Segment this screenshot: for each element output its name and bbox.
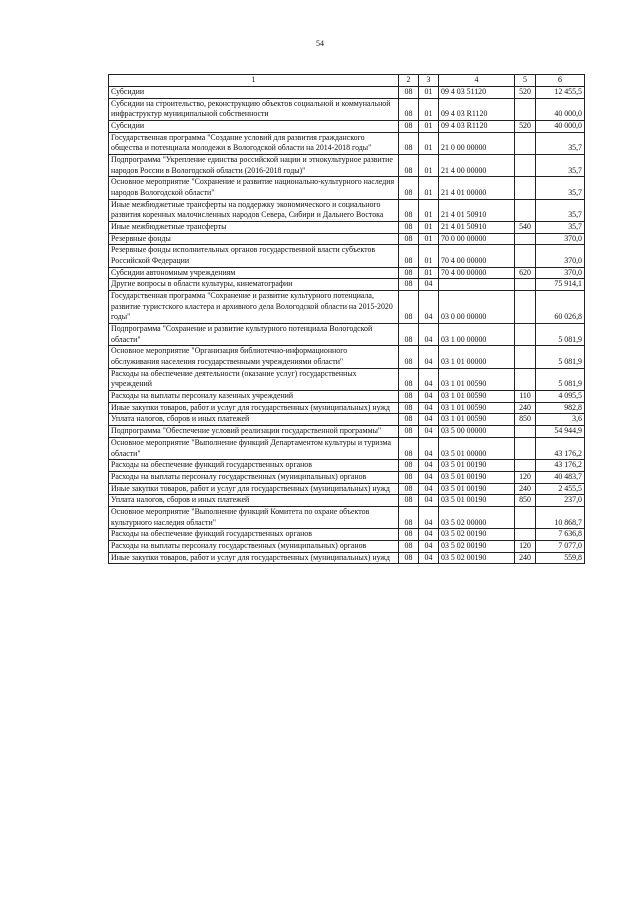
subsection-code: 01 — [419, 121, 439, 133]
subsection-code: 01 — [419, 233, 439, 245]
amount: 370,0 — [536, 267, 585, 279]
expense-type-code: 850 — [515, 495, 536, 507]
amount: 7 077,0 — [536, 540, 585, 552]
target-article-code: 09 4 03 R1120 — [439, 98, 515, 120]
expense-type-code — [515, 529, 536, 541]
section-code: 08 — [399, 368, 419, 390]
expense-type-code — [515, 368, 536, 390]
amount: 40 483,7 — [536, 471, 585, 483]
expense-type-code: 120 — [515, 540, 536, 552]
item-name: Государственная программа "Сохранение и развитие культурного потенциала, развитие туристского кластера и архивного дела Вологодской области на 2015-2020 годы" — [109, 291, 399, 324]
amount: 10 868,7 — [536, 506, 585, 528]
subsection-code: 04 — [419, 460, 439, 472]
item-name: Подпрограмма "Укрепление единства российской нации и этнокультурное развитие народов России в Вологодской области (2016-2018 годы)" — [109, 155, 399, 177]
item-name: Уплата налогов, сборов и иных платежей — [109, 495, 399, 507]
amount: 43 176,2 — [536, 460, 585, 472]
expense-type-code — [515, 460, 536, 472]
table-row — [109, 177, 585, 199]
subsection-code: 04 — [419, 414, 439, 426]
expense-type-code: 120 — [515, 471, 536, 483]
target-article-code: 03 5 02 00000 — [439, 506, 515, 528]
table-row — [109, 346, 585, 368]
table-row — [109, 426, 585, 438]
amount: 75 914,1 — [536, 279, 585, 291]
subsection-code: 04 — [419, 346, 439, 368]
item-name: Иные закупки товаров, работ и услуг для государственных (муниципальных) нужд — [109, 402, 399, 414]
amount: 35,7 — [536, 177, 585, 199]
subsection-code: 04 — [419, 552, 439, 564]
expense-type-code — [515, 177, 536, 199]
item-name: Субсидии — [109, 121, 399, 133]
target-article-code: 03 1 01 00590 — [439, 368, 515, 390]
target-article-code: 03 1 01 00590 — [439, 391, 515, 403]
table-body — [109, 87, 585, 564]
header-cell: 1 — [109, 75, 399, 87]
item-name: Основное мероприятие "Выполнение функций Департаментом культуры и туризма области" — [109, 437, 399, 459]
subsection-code: 01 — [419, 155, 439, 177]
section-code: 08 — [399, 483, 419, 495]
item-name: Подпрограмма "Сохранение и развитие культурного потенциала Вологодской области" — [109, 324, 399, 346]
amount: 35,7 — [536, 222, 585, 234]
expense-type-code — [515, 506, 536, 528]
subsection-code: 01 — [419, 199, 439, 221]
header-cell: 2 — [399, 75, 419, 87]
section-code: 08 — [399, 529, 419, 541]
amount: 3,6 — [536, 414, 585, 426]
section-code: 08 — [399, 495, 419, 507]
subsection-code: 01 — [419, 267, 439, 279]
item-name: Расходы на выплаты персоналу государственных (муниципальных) органов — [109, 540, 399, 552]
expense-type-code — [515, 346, 536, 368]
target-article-code: 03 1 00 00000 — [439, 324, 515, 346]
target-article-code: 21 4 01 50910 — [439, 199, 515, 221]
target-article-code: 21 0 00 00000 — [439, 132, 515, 154]
subsection-code: 04 — [419, 483, 439, 495]
expense-type-code: 240 — [515, 483, 536, 495]
item-name: Основное мероприятие "Сохранение и развитие национально-культурного наследия народов Вологодской области" — [109, 177, 399, 199]
section-code: 08 — [399, 552, 419, 564]
amount: 2 455,5 — [536, 483, 585, 495]
item-name: Подпрограмма "Обеспечение условий реализации государственной программы" — [109, 426, 399, 438]
amount: 5 081,9 — [536, 368, 585, 390]
amount: 982,8 — [536, 402, 585, 414]
target-article-code: 03 5 01 00190 — [439, 483, 515, 495]
target-article-code — [439, 279, 515, 291]
target-article-code: 21 4 00 00000 — [439, 155, 515, 177]
section-code: 08 — [399, 346, 419, 368]
subsection-code: 01 — [419, 98, 439, 120]
section-code: 08 — [399, 471, 419, 483]
table-row — [109, 222, 585, 234]
amount: 559,8 — [536, 552, 585, 564]
table-row — [109, 402, 585, 414]
target-article-code: 09 4 03 51120 — [439, 87, 515, 99]
section-code: 08 — [399, 279, 419, 291]
table-row — [109, 437, 585, 459]
table-row — [109, 199, 585, 221]
item-name: Расходы на обеспечение деятельности (оказание услуг) государственных учреждений — [109, 368, 399, 390]
table-row — [109, 155, 585, 177]
table-row — [109, 121, 585, 133]
target-article-code: 03 0 00 00000 — [439, 291, 515, 324]
table-row — [109, 552, 585, 564]
table-row — [109, 540, 585, 552]
amount: 40 000,0 — [536, 121, 585, 133]
section-code: 08 — [399, 540, 419, 552]
item-name: Основное мероприятие "Выполнение функций Комитета по охране объектов культурного наследия области" — [109, 506, 399, 528]
target-article-code: 03 5 02 00190 — [439, 529, 515, 541]
section-code: 08 — [399, 177, 419, 199]
table-row — [109, 368, 585, 390]
expense-type-code: 540 — [515, 222, 536, 234]
subsection-code: 04 — [419, 426, 439, 438]
target-article-code: 03 1 01 00590 — [439, 414, 515, 426]
subsection-code: 01 — [419, 177, 439, 199]
table-row — [109, 414, 585, 426]
target-article-code: 03 5 00 00000 — [439, 426, 515, 438]
amount: 54 944,9 — [536, 426, 585, 438]
expense-type-code — [515, 291, 536, 324]
expense-type-code — [515, 98, 536, 120]
table-row — [109, 132, 585, 154]
table-row — [109, 460, 585, 472]
amount: 5 081,9 — [536, 324, 585, 346]
header-cell: 3 — [419, 75, 439, 87]
amount: 35,7 — [536, 132, 585, 154]
header-cell: 5 — [515, 75, 536, 87]
target-article-code: 03 5 02 00190 — [439, 540, 515, 552]
section-code: 08 — [399, 391, 419, 403]
subsection-code: 01 — [419, 87, 439, 99]
item-name: Иные закупки товаров, работ и услуг для государственных (муниципальных) нужд — [109, 483, 399, 495]
section-code: 08 — [399, 402, 419, 414]
expense-type-code: 850 — [515, 414, 536, 426]
item-name: Субсидии — [109, 87, 399, 99]
subsection-code: 04 — [419, 471, 439, 483]
subsection-code: 01 — [419, 222, 439, 234]
header-cell: 6 — [536, 75, 585, 87]
target-article-code: 03 5 01 00190 — [439, 495, 515, 507]
item-name: Основное мероприятие "Организация библиотечно-информационного обслуживания населения государственными учреждениями области" — [109, 346, 399, 368]
item-name: Иные закупки товаров, работ и услуг для государственных (муниципальных) нужд — [109, 552, 399, 564]
item-name: Резервные фонды — [109, 233, 399, 245]
section-code: 08 — [399, 414, 419, 426]
table-row — [109, 291, 585, 324]
expense-type-code — [515, 132, 536, 154]
target-article-code: 70 4 00 00000 — [439, 267, 515, 279]
table-row — [109, 529, 585, 541]
page-number: 54 — [316, 39, 324, 48]
item-name: Иные межбюджетные трансферты — [109, 222, 399, 234]
section-code: 08 — [399, 199, 419, 221]
item-name: Уплата налогов, сборов и иных платежей — [109, 414, 399, 426]
header-cell: 4 — [439, 75, 515, 87]
target-article-code: 21 4 01 00000 — [439, 177, 515, 199]
item-name: Расходы на обеспечение функций государственных органов — [109, 460, 399, 472]
subsection-code: 04 — [419, 391, 439, 403]
table-row — [109, 471, 585, 483]
table-row — [109, 324, 585, 346]
target-article-code: 70 0 00 00000 — [439, 233, 515, 245]
section-code: 08 — [399, 506, 419, 528]
section-code: 08 — [399, 267, 419, 279]
item-name: Субсидии на строительство, реконструкцию объектов социальной и коммунальной инфраструктур муниципальной собственности — [109, 98, 399, 120]
amount: 370,0 — [536, 233, 585, 245]
target-article-code: 09 4 03 R1120 — [439, 121, 515, 133]
table-row — [109, 506, 585, 528]
table-row — [109, 483, 585, 495]
subsection-code: 04 — [419, 402, 439, 414]
item-name: Расходы на выплаты персоналу казенных учреждений — [109, 391, 399, 403]
expense-type-code — [515, 426, 536, 438]
target-article-code: 03 5 01 00190 — [439, 460, 515, 472]
expense-type-code: 240 — [515, 552, 536, 564]
target-article-code: 03 5 01 00000 — [439, 437, 515, 459]
subsection-code: 04 — [419, 324, 439, 346]
item-name: Государственная программа "Создание условий для развития гражданского общества и потенциала молодежи в Вологодской области на 2014-2018 годы" — [109, 132, 399, 154]
amount: 60 026,8 — [536, 291, 585, 324]
table-row — [109, 391, 585, 403]
target-article-code: 03 5 01 00190 — [439, 471, 515, 483]
subsection-code: 04 — [419, 368, 439, 390]
expense-type-code — [515, 279, 536, 291]
section-code: 08 — [399, 222, 419, 234]
item-name: Расходы на выплаты персоналу государственных (муниципальных) органов — [109, 471, 399, 483]
budget-table — [108, 74, 585, 564]
section-code: 08 — [399, 87, 419, 99]
table-row — [109, 267, 585, 279]
target-article-code: 03 5 02 00190 — [439, 552, 515, 564]
amount: 237,0 — [536, 495, 585, 507]
section-code: 08 — [399, 98, 419, 120]
expense-type-code — [515, 437, 536, 459]
item-name: Субсидии автономным учреждениям — [109, 267, 399, 279]
expense-type-code — [515, 199, 536, 221]
amount: 4 095,5 — [536, 391, 585, 403]
amount: 35,7 — [536, 199, 585, 221]
header-row — [109, 75, 585, 87]
item-name: Иные межбюджетные трансферты на поддержку экономического и социального развития коренных малочисленных народов Севера, Сибири и Дальнего Востока — [109, 199, 399, 221]
expense-type-code: 620 — [515, 267, 536, 279]
section-code: 08 — [399, 437, 419, 459]
table-row — [109, 495, 585, 507]
table-row — [109, 245, 585, 267]
expense-type-code — [515, 245, 536, 267]
section-code: 08 — [399, 233, 419, 245]
subsection-code: 04 — [419, 540, 439, 552]
subsection-code: 04 — [419, 291, 439, 324]
amount: 7 636,8 — [536, 529, 585, 541]
subsection-code: 04 — [419, 529, 439, 541]
amount: 5 081,9 — [536, 346, 585, 368]
table-row — [109, 98, 585, 120]
table-row — [109, 233, 585, 245]
target-article-code: 70 4 00 00000 — [439, 245, 515, 267]
section-code: 08 — [399, 245, 419, 267]
expense-type-code: 110 — [515, 391, 536, 403]
amount: 12 455,5 — [536, 87, 585, 99]
subsection-code: 01 — [419, 132, 439, 154]
target-article-code: 21 4 01 50910 — [439, 222, 515, 234]
amount: 40 000,0 — [536, 98, 585, 120]
item-name: Другие вопросы в области культуры, кинематографии — [109, 279, 399, 291]
amount: 370,0 — [536, 245, 585, 267]
amount: 43 176,2 — [536, 437, 585, 459]
subsection-code: 04 — [419, 506, 439, 528]
expense-type-code — [515, 155, 536, 177]
section-code: 08 — [399, 291, 419, 324]
section-code: 08 — [399, 426, 419, 438]
section-code: 08 — [399, 121, 419, 133]
amount: 35,7 — [536, 155, 585, 177]
item-name: Резервные фонды исполнительных органов государственной власти субъектов Российской Федерации — [109, 245, 399, 267]
item-name: Расходы на обеспечение функций государственных органов — [109, 529, 399, 541]
target-article-code: 03 1 01 00000 — [439, 346, 515, 368]
expense-type-code — [515, 233, 536, 245]
section-code: 08 — [399, 324, 419, 346]
expense-type-code: 520 — [515, 121, 536, 133]
subsection-code: 04 — [419, 437, 439, 459]
expense-type-code: 520 — [515, 87, 536, 99]
expense-type-code: 240 — [515, 402, 536, 414]
table-row — [109, 279, 585, 291]
subsection-code: 01 — [419, 245, 439, 267]
target-article-code: 03 1 01 00590 — [439, 402, 515, 414]
subsection-code: 04 — [419, 279, 439, 291]
table-row — [109, 87, 585, 99]
section-code: 08 — [399, 132, 419, 154]
section-code: 08 — [399, 155, 419, 177]
subsection-code: 04 — [419, 495, 439, 507]
expense-type-code — [515, 324, 536, 346]
section-code: 08 — [399, 460, 419, 472]
